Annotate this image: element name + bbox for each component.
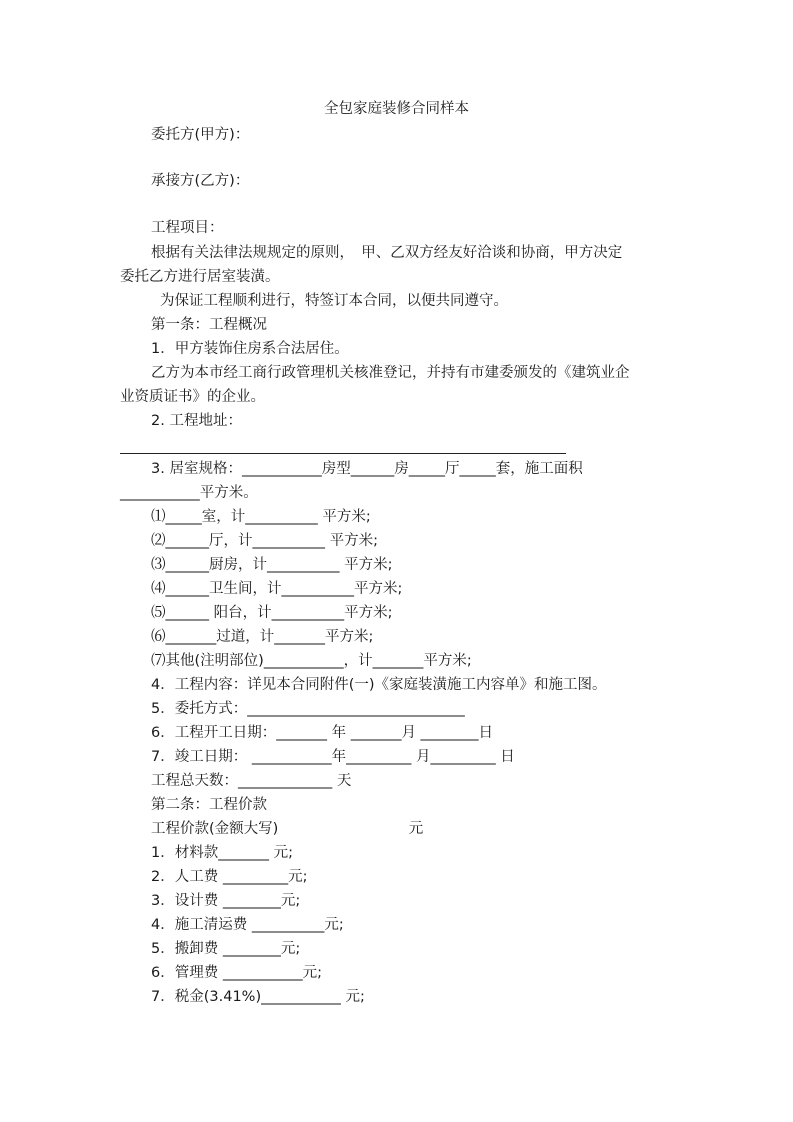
clause-room-spec-line-2: ___________平方米。 bbox=[120, 485, 258, 501]
address-blank-rule bbox=[120, 453, 566, 454]
clause-1-1: 1．甲方装饰住房系合法居住。 bbox=[151, 341, 349, 357]
room-item-5: ⑸______ 阳台，计__________平方米; bbox=[151, 605, 393, 621]
party-a-line: 委托方(甲方)： bbox=[151, 127, 250, 143]
intro-paragraph-line-1: 根据有关法律法规规定的原则， 甲、乙双方经友好洽谈和协商，甲方决定 bbox=[151, 245, 623, 261]
price-item-4: 4．施工清运费 __________元; bbox=[151, 917, 344, 933]
party-b-line: 承接方(乙方)： bbox=[151, 173, 250, 189]
room-item-3: ⑶______厨房，计__________ 平方米; bbox=[151, 557, 393, 573]
room-item-4: ⑷______卫生间，计__________平方米; bbox=[151, 581, 403, 597]
price-item-6: 6．管理费 ___________元; bbox=[151, 965, 322, 981]
clause-commission-method: 5．委托方式：______________________________ bbox=[151, 701, 465, 717]
intro-paragraph-line-2: 委托乙方进行居室装潢。 bbox=[120, 269, 280, 285]
room-item-6: ⑹_______过道，计_______平方米; bbox=[151, 629, 374, 645]
clause-work-content: 4．工程内容：详见本合同附件(一)《家庭装潢施工内容单》和施工图。 bbox=[151, 677, 607, 693]
clause-start-date: 6．工程开工日期：_______ 年 _______月 ________日 bbox=[151, 725, 494, 741]
price-item-7: 7．税金(3.41%)___________ 元; bbox=[151, 989, 365, 1005]
clause-total-days: 工程总天数：_____________ 天 bbox=[151, 773, 352, 789]
clause-1-1-detail-line-2: 业资质证书》的企业。 bbox=[120, 389, 265, 405]
room-item-2: ⑵______厅，计__________ 平方米; bbox=[151, 533, 378, 549]
intro-paragraph-line-3: 为保证工程顺利进行，特签订本合同，以便共同遵守。 bbox=[160, 293, 508, 309]
clause-address: 2. 工程地址： bbox=[151, 413, 242, 429]
room-item-7: ⑺其他(注明部位)___________，计_______平方米; bbox=[151, 653, 472, 669]
project-line: 工程项目： bbox=[151, 220, 224, 236]
price-total-line: 工程价款(金额大写) 元 bbox=[151, 821, 424, 837]
price-item-1: 1．材料款_______ 元; bbox=[151, 845, 293, 861]
clause-completion-date: 7．竣工日期： ___________年_________ 月_________ 日 bbox=[151, 749, 515, 765]
room-item-1: ⑴_____室，计__________ 平方米; bbox=[151, 509, 371, 525]
document-title: 全包家庭装修合同样本 bbox=[324, 101, 469, 117]
price-item-2: 2．人工费 _________元; bbox=[151, 869, 308, 885]
article-2-heading: 第二条：工程价款 bbox=[151, 797, 267, 813]
clause-room-spec-line-1: 3. 居室规格：___________房型______房_____厅_____套，施工面积 bbox=[151, 461, 583, 477]
price-item-5: 5．搬卸费 ________元; bbox=[151, 941, 301, 957]
article-1-heading: 第一条：工程概况 bbox=[151, 317, 267, 333]
price-item-3: 3．设计费 ________元; bbox=[151, 893, 301, 909]
clause-1-1-detail-line-1: 乙方为本市经工商行政管理机关核准登记，并持有市建委颁发的《建筑业企 bbox=[151, 365, 630, 381]
